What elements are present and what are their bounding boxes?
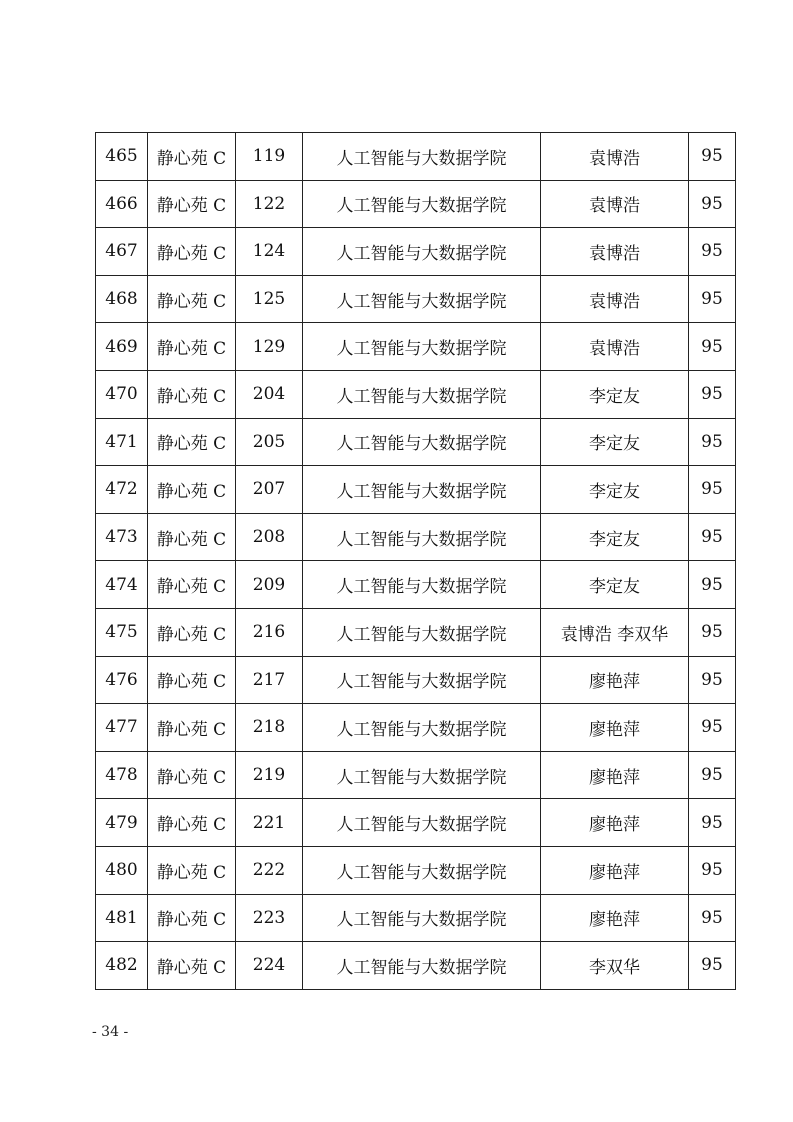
table-body — [96, 133, 736, 990]
building-cell: 静心苑 C — [148, 513, 236, 561]
college-cell: 人工智能与大数据学院 — [303, 323, 541, 371]
room-number-cell: 221 — [236, 799, 303, 847]
person-cell: 袁博浩 — [541, 133, 689, 181]
person-cell: 廖艳萍 — [541, 894, 689, 942]
college-cell: 人工智能与大数据学院 — [303, 418, 541, 466]
person-cell: 廖艳萍 — [541, 799, 689, 847]
college-cell: 人工智能与大数据学院 — [303, 133, 541, 181]
building-cell: 静心苑 C — [148, 799, 236, 847]
building-cell: 静心苑 C — [148, 608, 236, 656]
score-cell: 95 — [689, 466, 736, 514]
score-cell: 95 — [689, 228, 736, 276]
score-cell: 95 — [689, 370, 736, 418]
row-number-cell: 475 — [96, 608, 148, 656]
person-cell: 廖艳萍 — [541, 656, 689, 704]
building-cell: 静心苑 C — [148, 894, 236, 942]
row-number-cell: 477 — [96, 704, 148, 752]
row-number-cell: 467 — [96, 228, 148, 276]
building-cell: 静心苑 C — [148, 751, 236, 799]
room-number-cell: 216 — [236, 608, 303, 656]
college-cell: 人工智能与大数据学院 — [303, 275, 541, 323]
room-number-cell: 222 — [236, 846, 303, 894]
person-cell: 廖艳萍 — [541, 846, 689, 894]
table-row — [96, 799, 736, 847]
college-cell: 人工智能与大数据学院 — [303, 704, 541, 752]
score-cell: 95 — [689, 704, 736, 752]
score-cell: 95 — [689, 418, 736, 466]
row-number-cell: 469 — [96, 323, 148, 371]
table-row — [96, 323, 736, 371]
table-row — [96, 561, 736, 609]
score-cell: 95 — [689, 180, 736, 228]
score-cell: 95 — [689, 751, 736, 799]
room-number-cell: 219 — [236, 751, 303, 799]
table-row — [96, 466, 736, 514]
score-cell: 95 — [689, 656, 736, 704]
dormitory-table — [95, 132, 736, 990]
person-cell: 李定友 — [541, 466, 689, 514]
person-cell: 袁博浩 — [541, 323, 689, 371]
room-number-cell: 129 — [236, 323, 303, 371]
building-cell: 静心苑 C — [148, 418, 236, 466]
person-cell: 袁博浩 — [541, 275, 689, 323]
person-cell: 李定友 — [541, 561, 689, 609]
row-number-cell: 470 — [96, 370, 148, 418]
table-row — [96, 513, 736, 561]
table-row — [96, 418, 736, 466]
score-cell: 95 — [689, 513, 736, 561]
row-number-cell: 473 — [96, 513, 148, 561]
row-number-cell: 480 — [96, 846, 148, 894]
college-cell: 人工智能与大数据学院 — [303, 180, 541, 228]
person-cell: 李定友 — [541, 418, 689, 466]
building-cell: 静心苑 C — [148, 323, 236, 371]
room-number-cell: 124 — [236, 228, 303, 276]
row-number-cell: 468 — [96, 275, 148, 323]
person-cell: 李定友 — [541, 370, 689, 418]
table-row — [96, 751, 736, 799]
room-number-cell: 207 — [236, 466, 303, 514]
college-cell: 人工智能与大数据学院 — [303, 799, 541, 847]
row-number-cell: 481 — [96, 894, 148, 942]
room-number-cell: 224 — [236, 942, 303, 990]
college-cell: 人工智能与大数据学院 — [303, 228, 541, 276]
building-cell: 静心苑 C — [148, 133, 236, 181]
person-cell: 李双华 — [541, 942, 689, 990]
building-cell: 静心苑 C — [148, 561, 236, 609]
building-cell: 静心苑 C — [148, 180, 236, 228]
score-cell: 95 — [689, 846, 736, 894]
row-number-cell: 471 — [96, 418, 148, 466]
college-cell: 人工智能与大数据学院 — [303, 561, 541, 609]
score-cell: 95 — [689, 561, 736, 609]
table-row — [96, 894, 736, 942]
building-cell: 静心苑 C — [148, 704, 236, 752]
score-cell: 95 — [689, 608, 736, 656]
room-number-cell: 223 — [236, 894, 303, 942]
college-cell: 人工智能与大数据学院 — [303, 942, 541, 990]
person-cell: 袁博浩 — [541, 180, 689, 228]
table-row — [96, 133, 736, 181]
table-row — [96, 608, 736, 656]
building-cell: 静心苑 C — [148, 942, 236, 990]
college-cell: 人工智能与大数据学院 — [303, 656, 541, 704]
college-cell: 人工智能与大数据学院 — [303, 513, 541, 561]
building-cell: 静心苑 C — [148, 228, 236, 276]
college-cell: 人工智能与大数据学院 — [303, 466, 541, 514]
college-cell: 人工智能与大数据学院 — [303, 846, 541, 894]
room-number-cell: 209 — [236, 561, 303, 609]
room-number-cell: 119 — [236, 133, 303, 181]
table-row — [96, 370, 736, 418]
score-cell: 95 — [689, 942, 736, 990]
person-cell: 廖艳萍 — [541, 704, 689, 752]
person-cell: 廖艳萍 — [541, 751, 689, 799]
building-cell: 静心苑 C — [148, 466, 236, 514]
room-number-cell: 217 — [236, 656, 303, 704]
college-cell: 人工智能与大数据学院 — [303, 894, 541, 942]
table-row — [96, 942, 736, 990]
person-cell: 李定友 — [541, 513, 689, 561]
table-row — [96, 180, 736, 228]
building-cell: 静心苑 C — [148, 656, 236, 704]
table-row — [96, 228, 736, 276]
table-row — [96, 704, 736, 752]
table-row — [96, 275, 736, 323]
row-number-cell: 466 — [96, 180, 148, 228]
row-number-cell: 482 — [96, 942, 148, 990]
person-cell: 袁博浩 — [541, 228, 689, 276]
row-number-cell: 472 — [96, 466, 148, 514]
room-number-cell: 122 — [236, 180, 303, 228]
table-row — [96, 656, 736, 704]
building-cell: 静心苑 C — [148, 846, 236, 894]
row-number-cell: 476 — [96, 656, 148, 704]
row-number-cell: 474 — [96, 561, 148, 609]
row-number-cell: 465 — [96, 133, 148, 181]
page-number: - 34 - — [92, 1024, 129, 1040]
building-cell: 静心苑 C — [148, 370, 236, 418]
room-number-cell: 125 — [236, 275, 303, 323]
row-number-cell: 479 — [96, 799, 148, 847]
score-cell: 95 — [689, 323, 736, 371]
room-number-cell: 204 — [236, 370, 303, 418]
score-cell: 95 — [689, 275, 736, 323]
room-number-cell: 218 — [236, 704, 303, 752]
person-cell: 袁博浩 李双华 — [541, 608, 689, 656]
room-number-cell: 208 — [236, 513, 303, 561]
room-number-cell: 205 — [236, 418, 303, 466]
row-number-cell: 478 — [96, 751, 148, 799]
score-cell: 95 — [689, 799, 736, 847]
college-cell: 人工智能与大数据学院 — [303, 370, 541, 418]
table-row — [96, 846, 736, 894]
building-cell: 静心苑 C — [148, 275, 236, 323]
score-cell: 95 — [689, 133, 736, 181]
college-cell: 人工智能与大数据学院 — [303, 608, 541, 656]
score-cell: 95 — [689, 894, 736, 942]
college-cell: 人工智能与大数据学院 — [303, 751, 541, 799]
